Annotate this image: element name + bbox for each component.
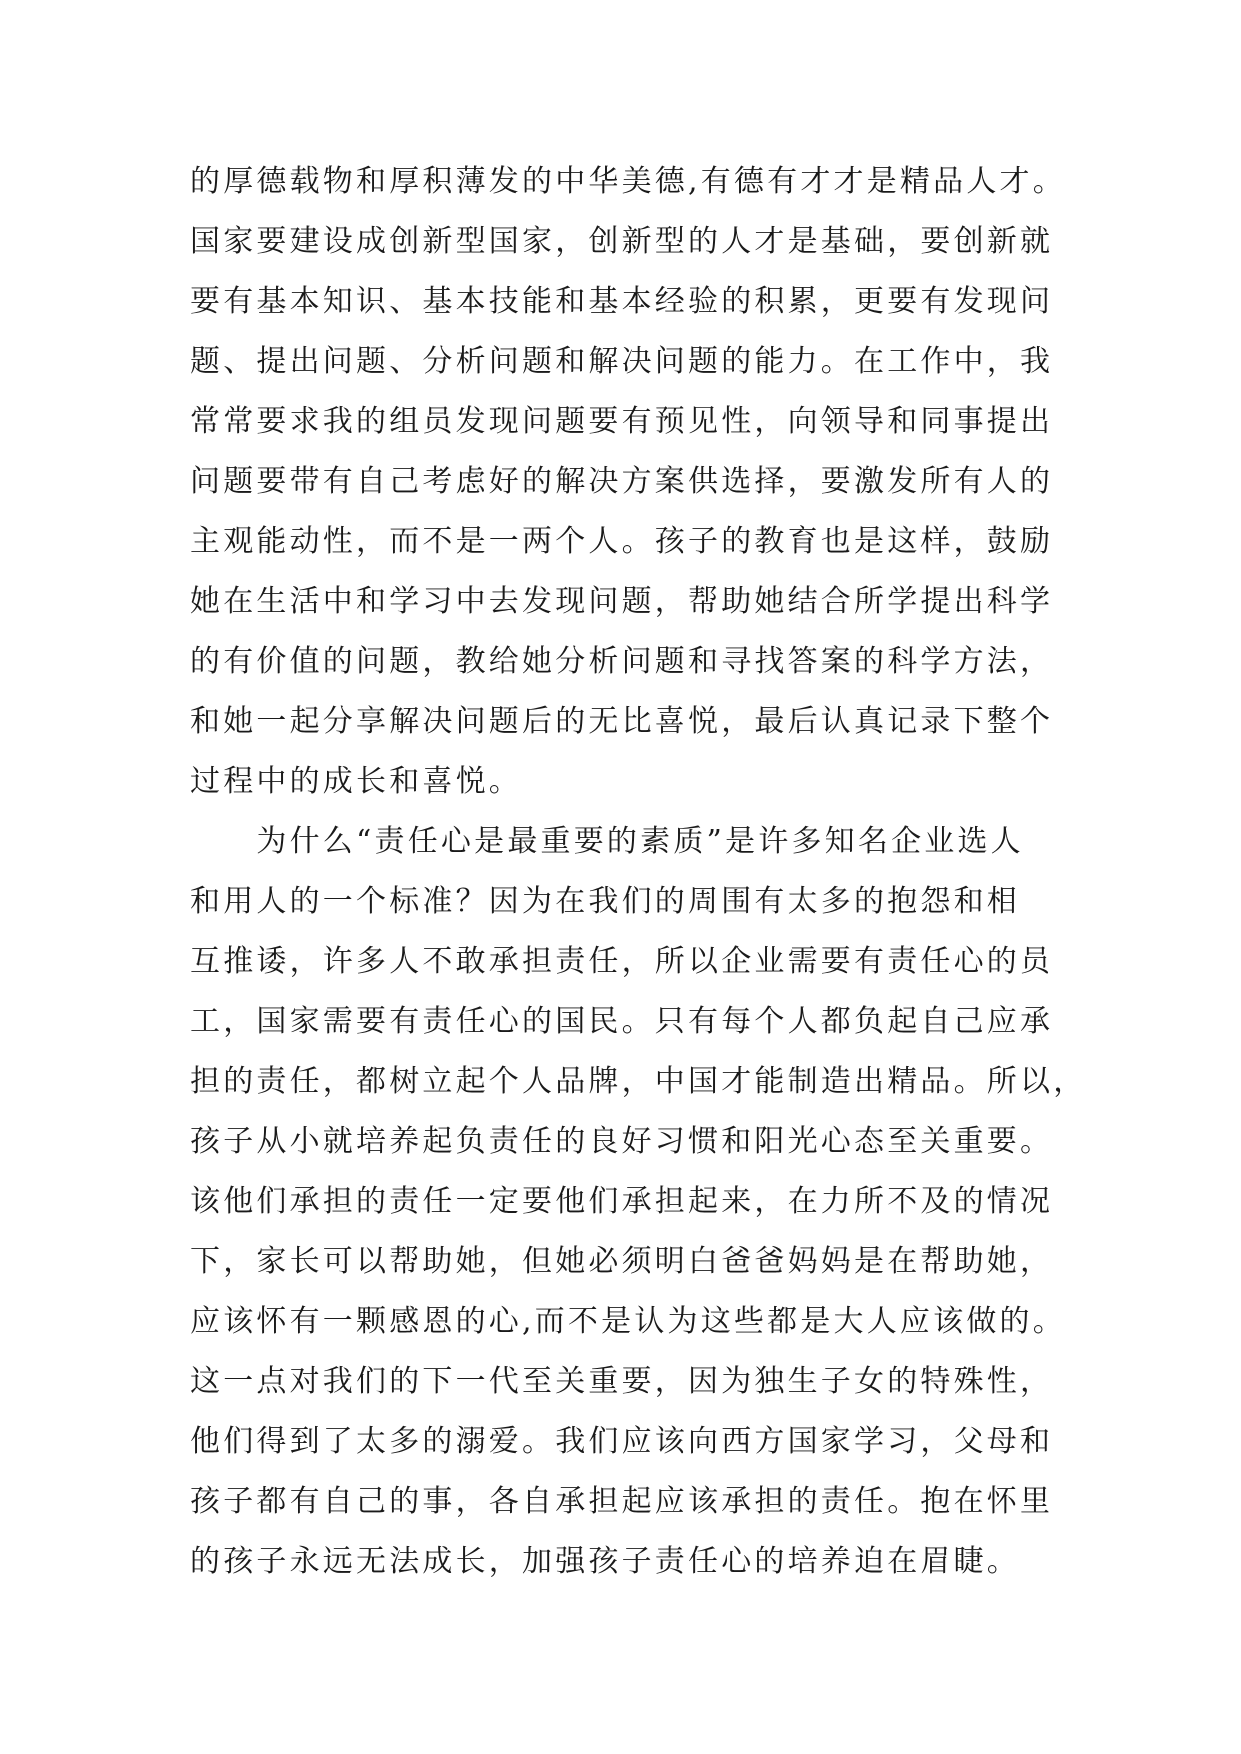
text-line: 下，家长可以帮助她，但她必须明白爸爸妈妈是在帮助她， <box>190 1244 1054 1279</box>
text-line: 应该怀有一颗感恩的心,而不是认为这些都是大人应该做的。 <box>190 1304 1066 1339</box>
text-line: 该他们承担的责任一定要他们承担起来，在力所不及的情况 <box>190 1184 1054 1219</box>
text-line: 常常要求我的组员发现问题要有预见性，向领导和同事提出 <box>190 404 1054 439</box>
text-line: 互推诿，许多人不敢承担责任，所以企业需要有责任心的员 <box>190 944 1054 979</box>
text-line: 和用人的一个标准？因为在我们的周围有太多的抱怨和相 <box>190 884 1020 919</box>
body-text <box>190 152 1090 1592</box>
text-line: 她在生活中和学习中去发现问题，帮助她结合所学提出科学 <box>190 584 1054 619</box>
text-line: 国家要建设成创新型国家，创新型的人才是基础，要创新就 <box>190 224 1054 259</box>
text-line: 工，国家需要有责任心的国民。只有每个人都负起自己应承 <box>190 1004 1054 1039</box>
text-line: 的厚德载物和厚积薄发的中华美德,有德有才才是精品人才。 <box>190 164 1066 199</box>
text-line: 过程中的成长和喜悦。 <box>190 764 522 799</box>
text-line: 孩子从小就培养起负责任的良好习惯和阳光心态至关重要。 <box>190 1124 1054 1159</box>
text-line: 题、提出问题、分析问题和解决问题的能力。在工作中，我 <box>190 344 1054 379</box>
paragraph-start-line: 为什么“责任心是最重要的素质”是许多知名企业选人 <box>190 824 1024 859</box>
text-line: 这一点对我们的下一代至关重要，因为独生子女的特殊性， <box>190 1364 1054 1399</box>
text-line: 问题要带有自己考虑好的解决方案供选择，要激发所有人的 <box>190 464 1054 499</box>
text-line: 要有基本知识、基本技能和基本经验的积累，更要有发现问 <box>190 284 1054 319</box>
text-line: 的孩子永远无法成长，加强孩子责任心的培养迫在眉睫。 <box>190 1544 1020 1579</box>
text-line: 主观能动性，而不是一两个人。孩子的教育也是这样，鼓励 <box>190 524 1054 559</box>
text-line: 孩子都有自己的事，各自承担起应该承担的责任。抱在怀里 <box>190 1484 1054 1519</box>
text-line: 和她一起分享解决问题后的无比喜悦，最后认真记录下整个 <box>190 704 1054 739</box>
text-line: 他们得到了太多的溺爱。我们应该向西方国家学习，父母和 <box>190 1424 1054 1459</box>
text-line: 的有价值的问题，教给她分析问题和寻找答案的科学方法， <box>190 644 1054 679</box>
text-line: 担的责任，都树立起个人品牌，中国才能制造出精品。所以， <box>190 1064 1087 1099</box>
